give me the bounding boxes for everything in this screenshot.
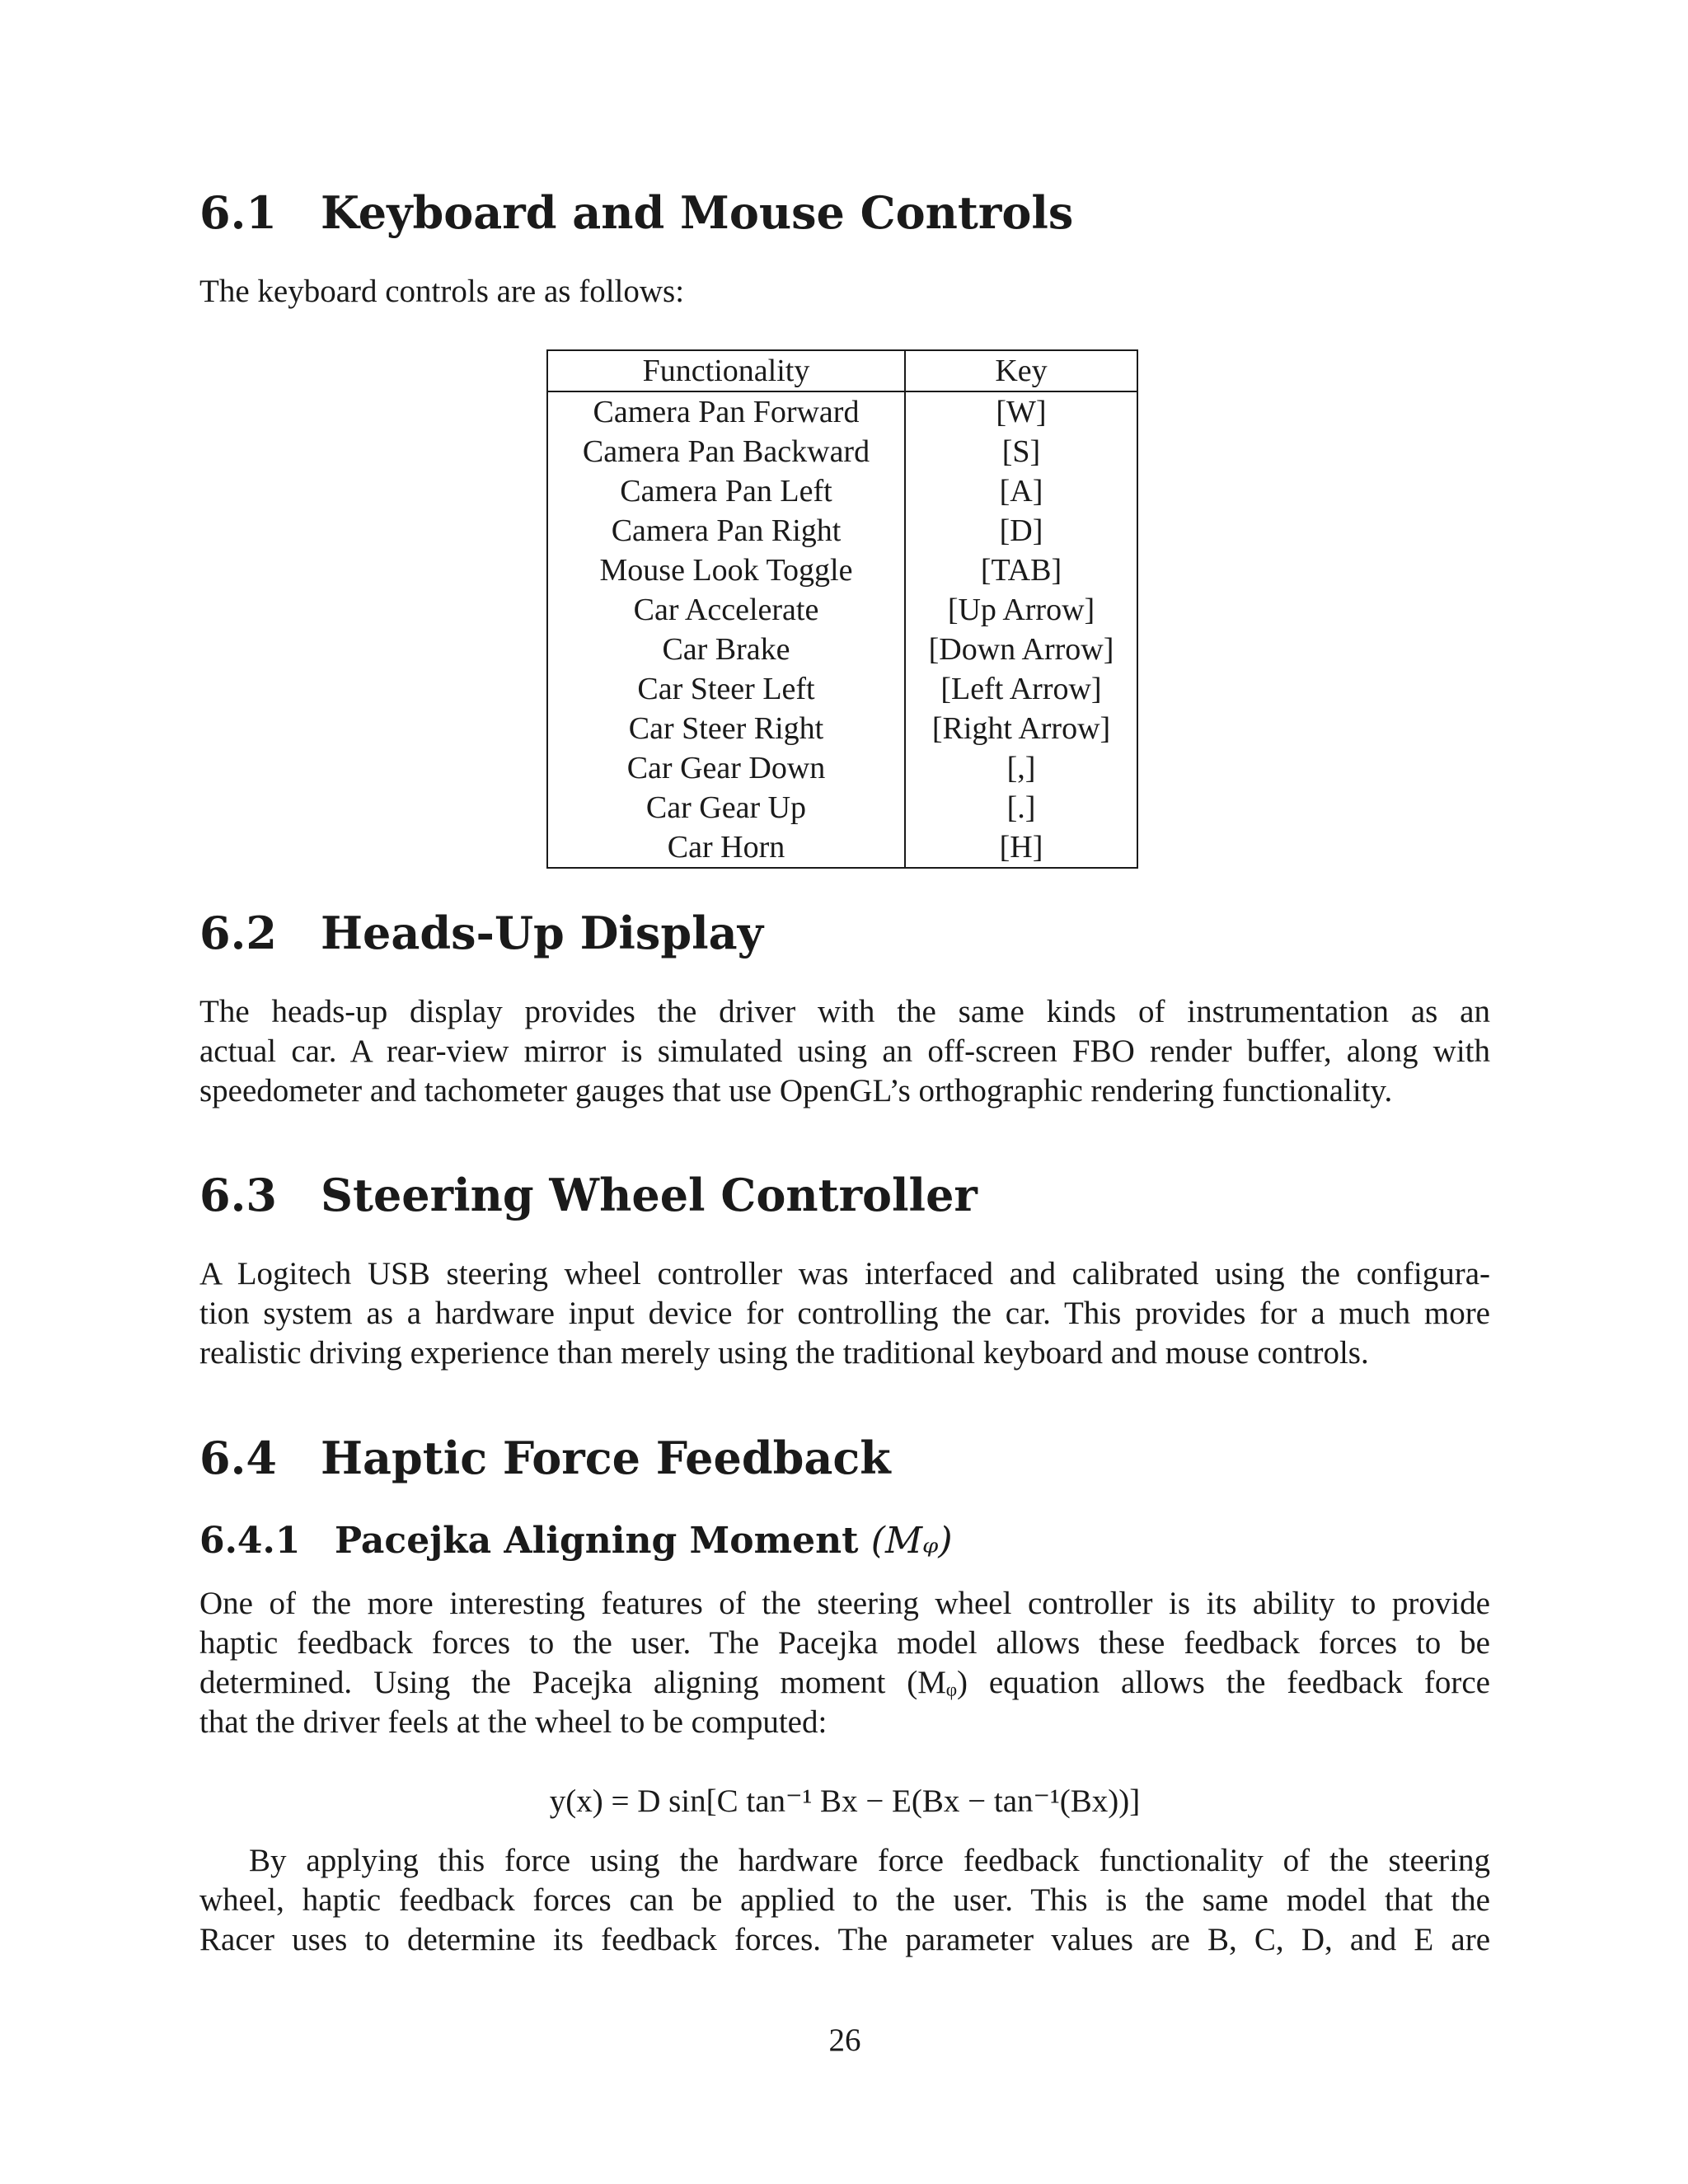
table-row — [547, 391, 1137, 432]
section-title: Steering Wheel Controller — [321, 1169, 978, 1221]
table-row — [547, 788, 1137, 827]
functionality-cell: Camera Pan Backward — [547, 432, 905, 471]
column-header-key: Key — [905, 350, 1137, 391]
text-line: realistic driving experience than merely using the traditional keyboard and mouse controls. — [199, 1335, 1369, 1371]
section-number: 6.3 — [199, 1169, 277, 1221]
text-line: The heads-up display provides the driver with the same kinds of instrumentation as an — [199, 994, 1490, 1029]
functionality-cell: Car Brake — [547, 630, 905, 669]
steering-paragraph — [199, 1254, 1490, 1373]
functionality-cell: Car Steer Left — [547, 669, 905, 709]
section-heading-6-4 — [199, 1432, 891, 1484]
section-number: 6.4 — [199, 1432, 277, 1484]
pacejka-paragraph — [199, 1584, 1490, 1742]
functionality-cell: Car Horn — [547, 827, 905, 868]
hud-paragraph — [199, 992, 1490, 1111]
section-title: Haptic Force Feedback — [321, 1432, 891, 1484]
section-heading-6-3 — [199, 1169, 978, 1221]
functionality-cell: Camera Pan Forward — [547, 391, 905, 432]
column-header-functionality: Functionality — [547, 350, 905, 391]
text-line: that the driver feels at the wheel to be computed: — [199, 1704, 828, 1740]
functionality-cell: Car Steer Right — [547, 709, 905, 748]
text-line: determined. Using the Pacejka aligning moment (Mᵩ) equation allows the feedback force — [199, 1665, 1490, 1700]
functionality-cell: Mouse Look Toggle — [547, 551, 905, 590]
table-row — [547, 709, 1137, 748]
key-cell: [.] — [1006, 790, 1036, 825]
table-row — [547, 471, 1137, 511]
key-cell: [,] — [1006, 751, 1036, 785]
table-row — [547, 590, 1137, 630]
functionality-cell: Car Gear Down — [547, 748, 905, 788]
key-cell: [TAB] — [980, 553, 1062, 588]
functionality-cell: Camera Pan Right — [547, 511, 905, 551]
intro-paragraph — [199, 272, 1490, 312]
subsection-title: Pacejka Aligning Moment — [335, 1520, 859, 1562]
text-line: tion system as a hardware input device for controlling the car. This provides for a much more — [199, 1296, 1490, 1331]
key-cell: [Left Arrow] — [940, 672, 1102, 706]
text-line: actual car. A rear-view mirror is simulated using an off-screen FBO render buffer, along with — [199, 1033, 1490, 1069]
table-row — [547, 511, 1137, 551]
key-cell: [Right Arrow] — [931, 711, 1111, 746]
table-row — [547, 748, 1137, 788]
key-cell: [Down Arrow] — [928, 632, 1114, 667]
functionality-cell: Car Gear Up — [547, 788, 905, 827]
text-line: wheel, haptic feedback forces can be applied to the user. This is the same model that the — [199, 1882, 1490, 1918]
text-line: By applying this force using the hardware force feedback functionality of the steering — [249, 1843, 1490, 1878]
key-cell: [A] — [999, 474, 1043, 509]
section-heading-6-1 — [199, 186, 1073, 239]
table-row — [547, 551, 1137, 590]
page-number: 26 — [828, 2022, 861, 2058]
text-line: A Logitech USB steering wheel controller was interfaced and calibrated using the configura- — [199, 1256, 1490, 1291]
section-number: 6.2 — [199, 907, 277, 959]
key-cell: [W] — [996, 395, 1047, 429]
table-row — [547, 432, 1137, 471]
key-cell: [D] — [999, 513, 1043, 548]
keyboard-controls-table — [546, 349, 1138, 869]
section-heading-6-2 — [199, 907, 763, 959]
table-row — [547, 630, 1137, 669]
section-number: 6.1 — [199, 186, 277, 239]
subsection-math: (Mᵩ) — [870, 1520, 953, 1562]
text-line: speedometer and tachometer gauges that use OpenGL’s orthographic rendering functionality. — [199, 1073, 1393, 1108]
key-cell: [H] — [999, 830, 1043, 865]
table-header-row — [547, 350, 1137, 391]
functionality-cell: Car Accelerate — [547, 590, 905, 630]
subsection-heading-6-4-1 — [199, 1519, 953, 1563]
force-feedback-paragraph — [199, 1841, 1490, 1960]
section-title: Heads-Up Display — [321, 907, 763, 959]
section-title: Keyboard and Mouse Controls — [321, 186, 1074, 239]
key-cell: [Up Arrow] — [947, 593, 1095, 627]
text-line: One of the more interesting features of the steering wheel controller is its ability to provide — [199, 1586, 1490, 1621]
text-line: The keyboard controls are as follows: — [199, 274, 685, 309]
subsection-number: 6.4.1 — [199, 1520, 301, 1562]
functionality-cell: Camera Pan Left — [547, 471, 905, 511]
text-line: haptic feedback forces to the user. The Pacejka model allows these feedback forces to be — [199, 1625, 1490, 1661]
pacejka-equation: y(x) = D sin[C tan⁻¹ Bx − E(Bx − tan⁻¹(Bx))] — [549, 1783, 1141, 1819]
key-cell: [S] — [1001, 434, 1041, 469]
text-line: Racer uses to determine its feedback forces. The parameter values are B, C, D, and E are — [199, 1922, 1490, 1957]
table-row — [547, 827, 1137, 868]
table-row — [547, 669, 1137, 709]
